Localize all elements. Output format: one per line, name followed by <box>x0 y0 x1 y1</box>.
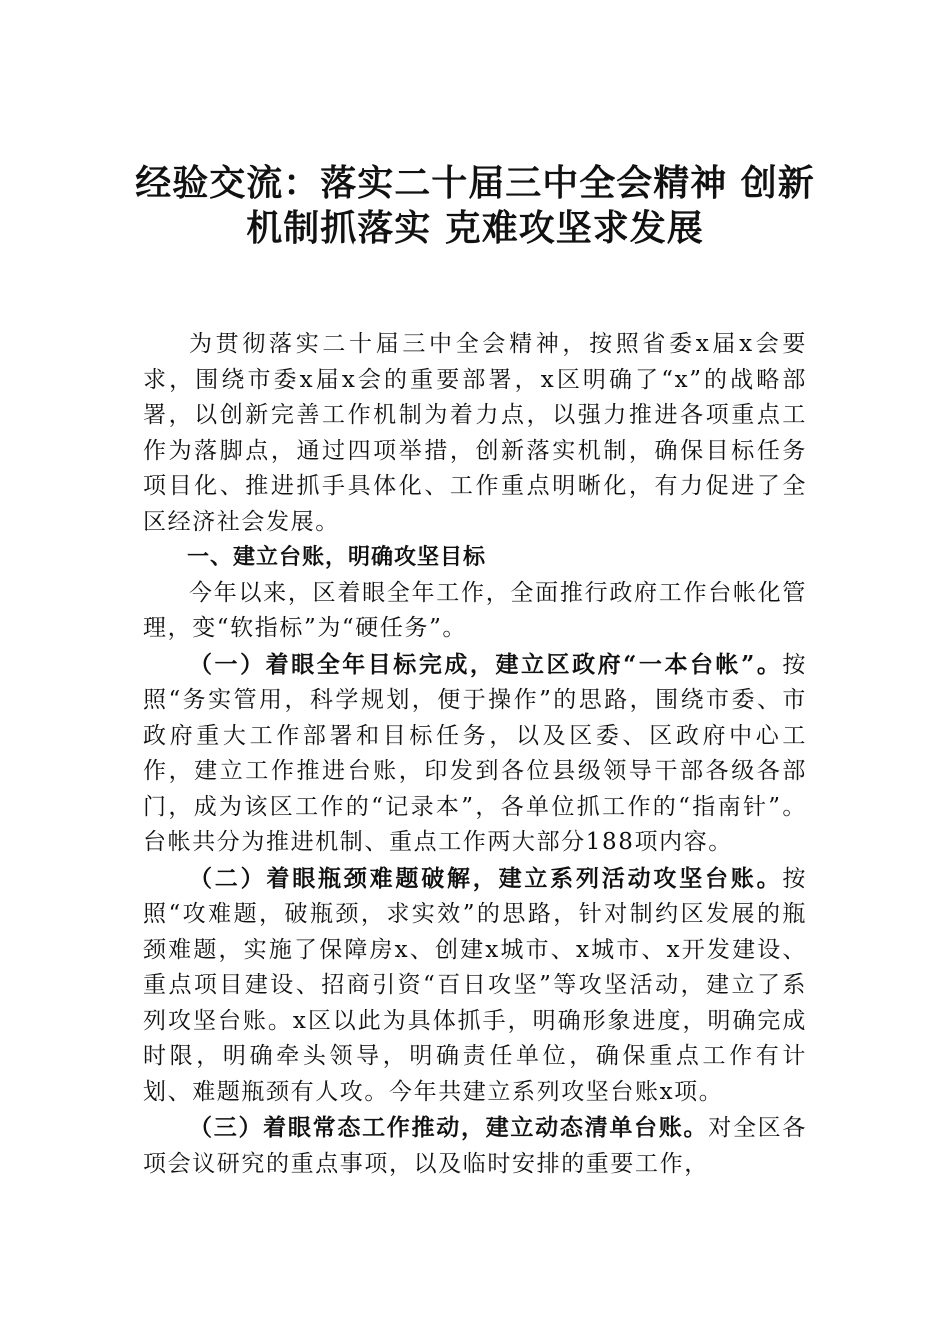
item-3-text: 对全区各项会议研究的重点事项，以及临时安排的重要工作， <box>143 1115 807 1177</box>
section-1-lead-paragraph: 今年以来，区着眼全年工作，全面推行政府工作台帐化管理，变“软指标”为“硬任务”。 <box>143 579 807 641</box>
document-body <box>143 327 807 1182</box>
item-2-paragraph <box>143 861 807 1111</box>
item-3-lead: （三）着眼常态工作推动，建立动态清单台账。 <box>189 1114 709 1141</box>
item-2-text: 按照“攻难题，破瓶颈，求实效”的思路，针对制约区发展的瓶颈难题，实施了保障房x、创建x城市、x城市、x开发建设、重点项目建设、招商引资“百日攻坚”等攻坚活动，建立了系列攻坚台账。x区以此为具体抓手，明确形象进度，明确完成时限，明确牵头领导，明确责任单位，确保重点工作有计划、难题瓶颈有人攻。今年共建立系列攻坚台账x项。 <box>143 865 807 1105</box>
document-title-line-1: 经验交流：落实二十届三中全会精神 创新 <box>135 163 815 204</box>
item-3-paragraph <box>143 1110 807 1182</box>
item-1-lead: （一）着眼全年目标完成，建立区政府“一本台帐”。 <box>189 650 783 678</box>
item-1-paragraph <box>143 647 807 861</box>
section-1-heading: 一、建立台账，明确攻坚目标 <box>187 545 487 570</box>
item-2-lead: （二）着眼瓶颈难题破解，建立系列活动攻坚台账。 <box>189 864 783 892</box>
intro-paragraph: 为贯彻落实二十届三中全会精神，按照省委x届x会要求，围绕市委x届x会的重要部署，x区明确了“x”的战略部署，以创新完善工作机制为着力点，以强力推进各项重点工作为落脚点，通过四项举措，创新落实机制，确保目标任务项目化、推进抓手具体化、工作重点明晰化，有力促进了全区经济社会发展。 <box>143 331 807 535</box>
document-title-line-2: 机制抓落实 克难攻坚求发展 <box>246 208 704 249</box>
item-1-text: 按照“务实管用，科学规划，便于操作”的思路，围绕市委、市政府重大工作部署和目标任务，以及区委、区政府中心工作，建立工作推进台账，印发到各位县级领导干部各级各部门，成为该区工作的“记录本”，各单位抓工作的“指南针”。台帐共分为推进机制、重点工作两大部分188项内容。 <box>143 651 807 855</box>
